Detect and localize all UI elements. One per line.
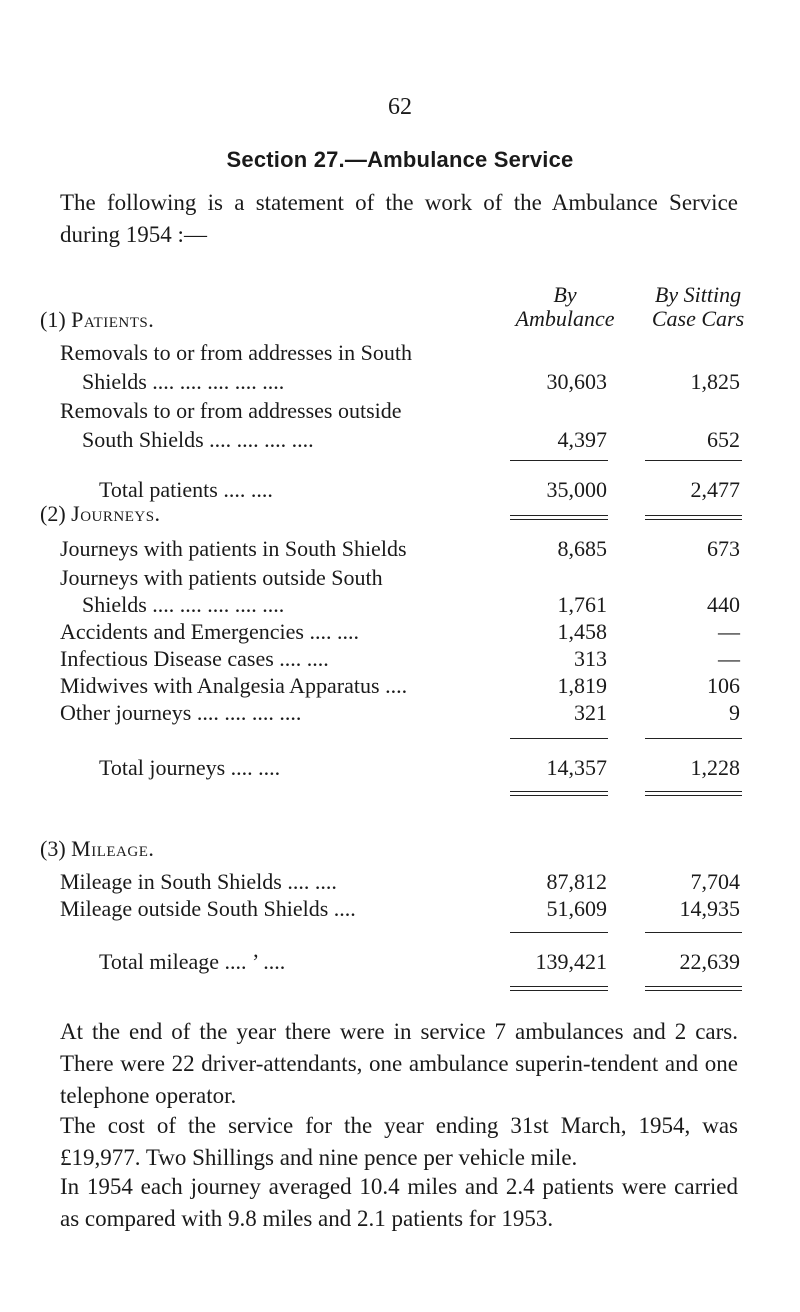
- sitting-case-value: 673: [707, 536, 740, 561]
- ambulance-value: 1,819: [557, 673, 607, 698]
- section-heading-mileage: [40, 836, 154, 862]
- total-patients-ambulance: 35,000: [546, 477, 607, 502]
- sitting-case-value: 1,825: [690, 369, 740, 394]
- intro-paragraph: The following is a statement of the work of the Ambulance Service during 1954 :—: [60, 190, 738, 247]
- section-number: (2): [40, 501, 72, 526]
- total-mileage-ambulance: 139,421: [535, 949, 607, 974]
- subtotal-rule: [645, 460, 742, 461]
- sitting-case-value: 14,935: [679, 896, 740, 921]
- subtotal-rule: [510, 460, 608, 461]
- paragraph-cost: The cost of the service for the year ending 31st March, 1954, was £19,977. Two Shillings and nine pence per vehicle mile.: [60, 1113, 738, 1170]
- ambulance-value: 321: [574, 700, 607, 725]
- section-number: (3): [40, 836, 72, 861]
- column-heading-sitting-line1: By Sitting: [654, 282, 742, 307]
- section-number: (1): [40, 307, 72, 332]
- total-double-rule: [510, 519, 608, 520]
- row-label: Accidents and Emergencies .... ....: [60, 619, 359, 644]
- row-label: Mileage outside South Shields ....: [60, 896, 356, 921]
- total-mileage-label: Total mileage .... ’ ....: [99, 949, 286, 974]
- section-heading-text: Patients.: [71, 307, 155, 332]
- total-double-rule: [645, 795, 742, 796]
- subtotal-rule: [645, 738, 742, 739]
- section-title: Section 27.—Ambulance Service: [226, 147, 574, 172]
- total-double-rule: [645, 986, 742, 987]
- section-heading-patients: [40, 307, 154, 333]
- row-label: Other journeys .... .... .... ....: [60, 700, 302, 725]
- column-heading-ambulance: [500, 283, 630, 331]
- paragraph-fleet-staff: At the end of the year there were in service 7 ambulances and 2 cars. There were 22 driver-attendants, one ambulance superin-tendent and one telephone operator.: [60, 1019, 738, 1108]
- column-heading-ambulance-line1: By: [553, 282, 577, 307]
- page-number: 62: [388, 94, 412, 120]
- subtotal-rule: [510, 738, 608, 739]
- ambulance-value: 4,397: [557, 427, 607, 452]
- subtotal-rule: [645, 932, 742, 933]
- column-heading-sitting-line2: Case Cars: [651, 306, 745, 331]
- ambulance-value: 8,685: [557, 536, 607, 561]
- total-journeys-label: Total journeys .... ....: [99, 755, 281, 780]
- sitting-case-value: —: [718, 646, 740, 671]
- sitting-case-value: 652: [707, 427, 740, 452]
- ambulance-value: 313: [574, 646, 607, 671]
- row-label: Mileage in South Shields .... ....: [60, 869, 337, 894]
- column-heading-ambulance-line2: Ambulance: [515, 306, 615, 331]
- ambulance-value: 1,458: [557, 619, 607, 644]
- total-double-rule: [645, 515, 742, 516]
- sitting-case-value: —: [718, 619, 740, 644]
- row-label: Removals to or from addresses in South: [60, 340, 412, 365]
- sitting-case-value: 7,704: [690, 869, 740, 894]
- ambulance-value: 51,609: [546, 896, 607, 921]
- total-patients-label: Total patients .... ....: [99, 477, 273, 502]
- paragraph-averages: In 1954 each journey averaged 10.4 miles and 2.4 patients were carried as compared with 9.8 miles and 2.1 patients for 1953.: [60, 1174, 738, 1231]
- row-label-continued: South Shields .... .... .... ....: [82, 427, 314, 452]
- total-double-rule: [510, 990, 608, 991]
- total-patients-sitting: 2,477: [690, 477, 740, 502]
- row-label: Journeys with patients in South Shields: [60, 536, 407, 561]
- row-label-continued: Shields .... .... .... .... ....: [82, 592, 285, 617]
- total-double-rule: [510, 986, 608, 987]
- total-double-rule: [510, 515, 608, 516]
- section-heading-text: Journeys.: [71, 501, 161, 526]
- row-label-continued: Shields .... .... .... .... ....: [82, 369, 285, 394]
- total-double-rule: [645, 990, 742, 991]
- sitting-case-value: 9: [729, 700, 740, 725]
- ambulance-value: 30,603: [546, 369, 607, 394]
- total-journeys-ambulance: 14,357: [546, 755, 607, 780]
- section-heading-journeys-real: [40, 501, 161, 527]
- row-label: Infectious Disease cases .... ....: [60, 646, 329, 671]
- total-double-rule: [645, 519, 742, 520]
- total-double-rule: [645, 791, 742, 792]
- section-heading-text: Mileage.: [71, 836, 155, 861]
- total-journeys-sitting: 1,228: [690, 755, 740, 780]
- sitting-case-value: 440: [707, 592, 740, 617]
- row-label: Journeys with patients outside South: [60, 565, 383, 590]
- sitting-case-value: 106: [707, 673, 740, 698]
- ambulance-value: 1,761: [557, 592, 607, 617]
- row-label: Midwives with Analgesia Apparatus ....: [60, 673, 408, 698]
- total-double-rule: [510, 795, 608, 796]
- total-mileage-sitting: 22,639: [679, 949, 740, 974]
- column-heading-sitting-case-cars: [633, 283, 763, 331]
- ambulance-value: 87,812: [546, 869, 607, 894]
- total-double-rule: [510, 791, 608, 792]
- row-label: Removals to or from addresses outside: [60, 398, 402, 423]
- subtotal-rule: [510, 932, 608, 933]
